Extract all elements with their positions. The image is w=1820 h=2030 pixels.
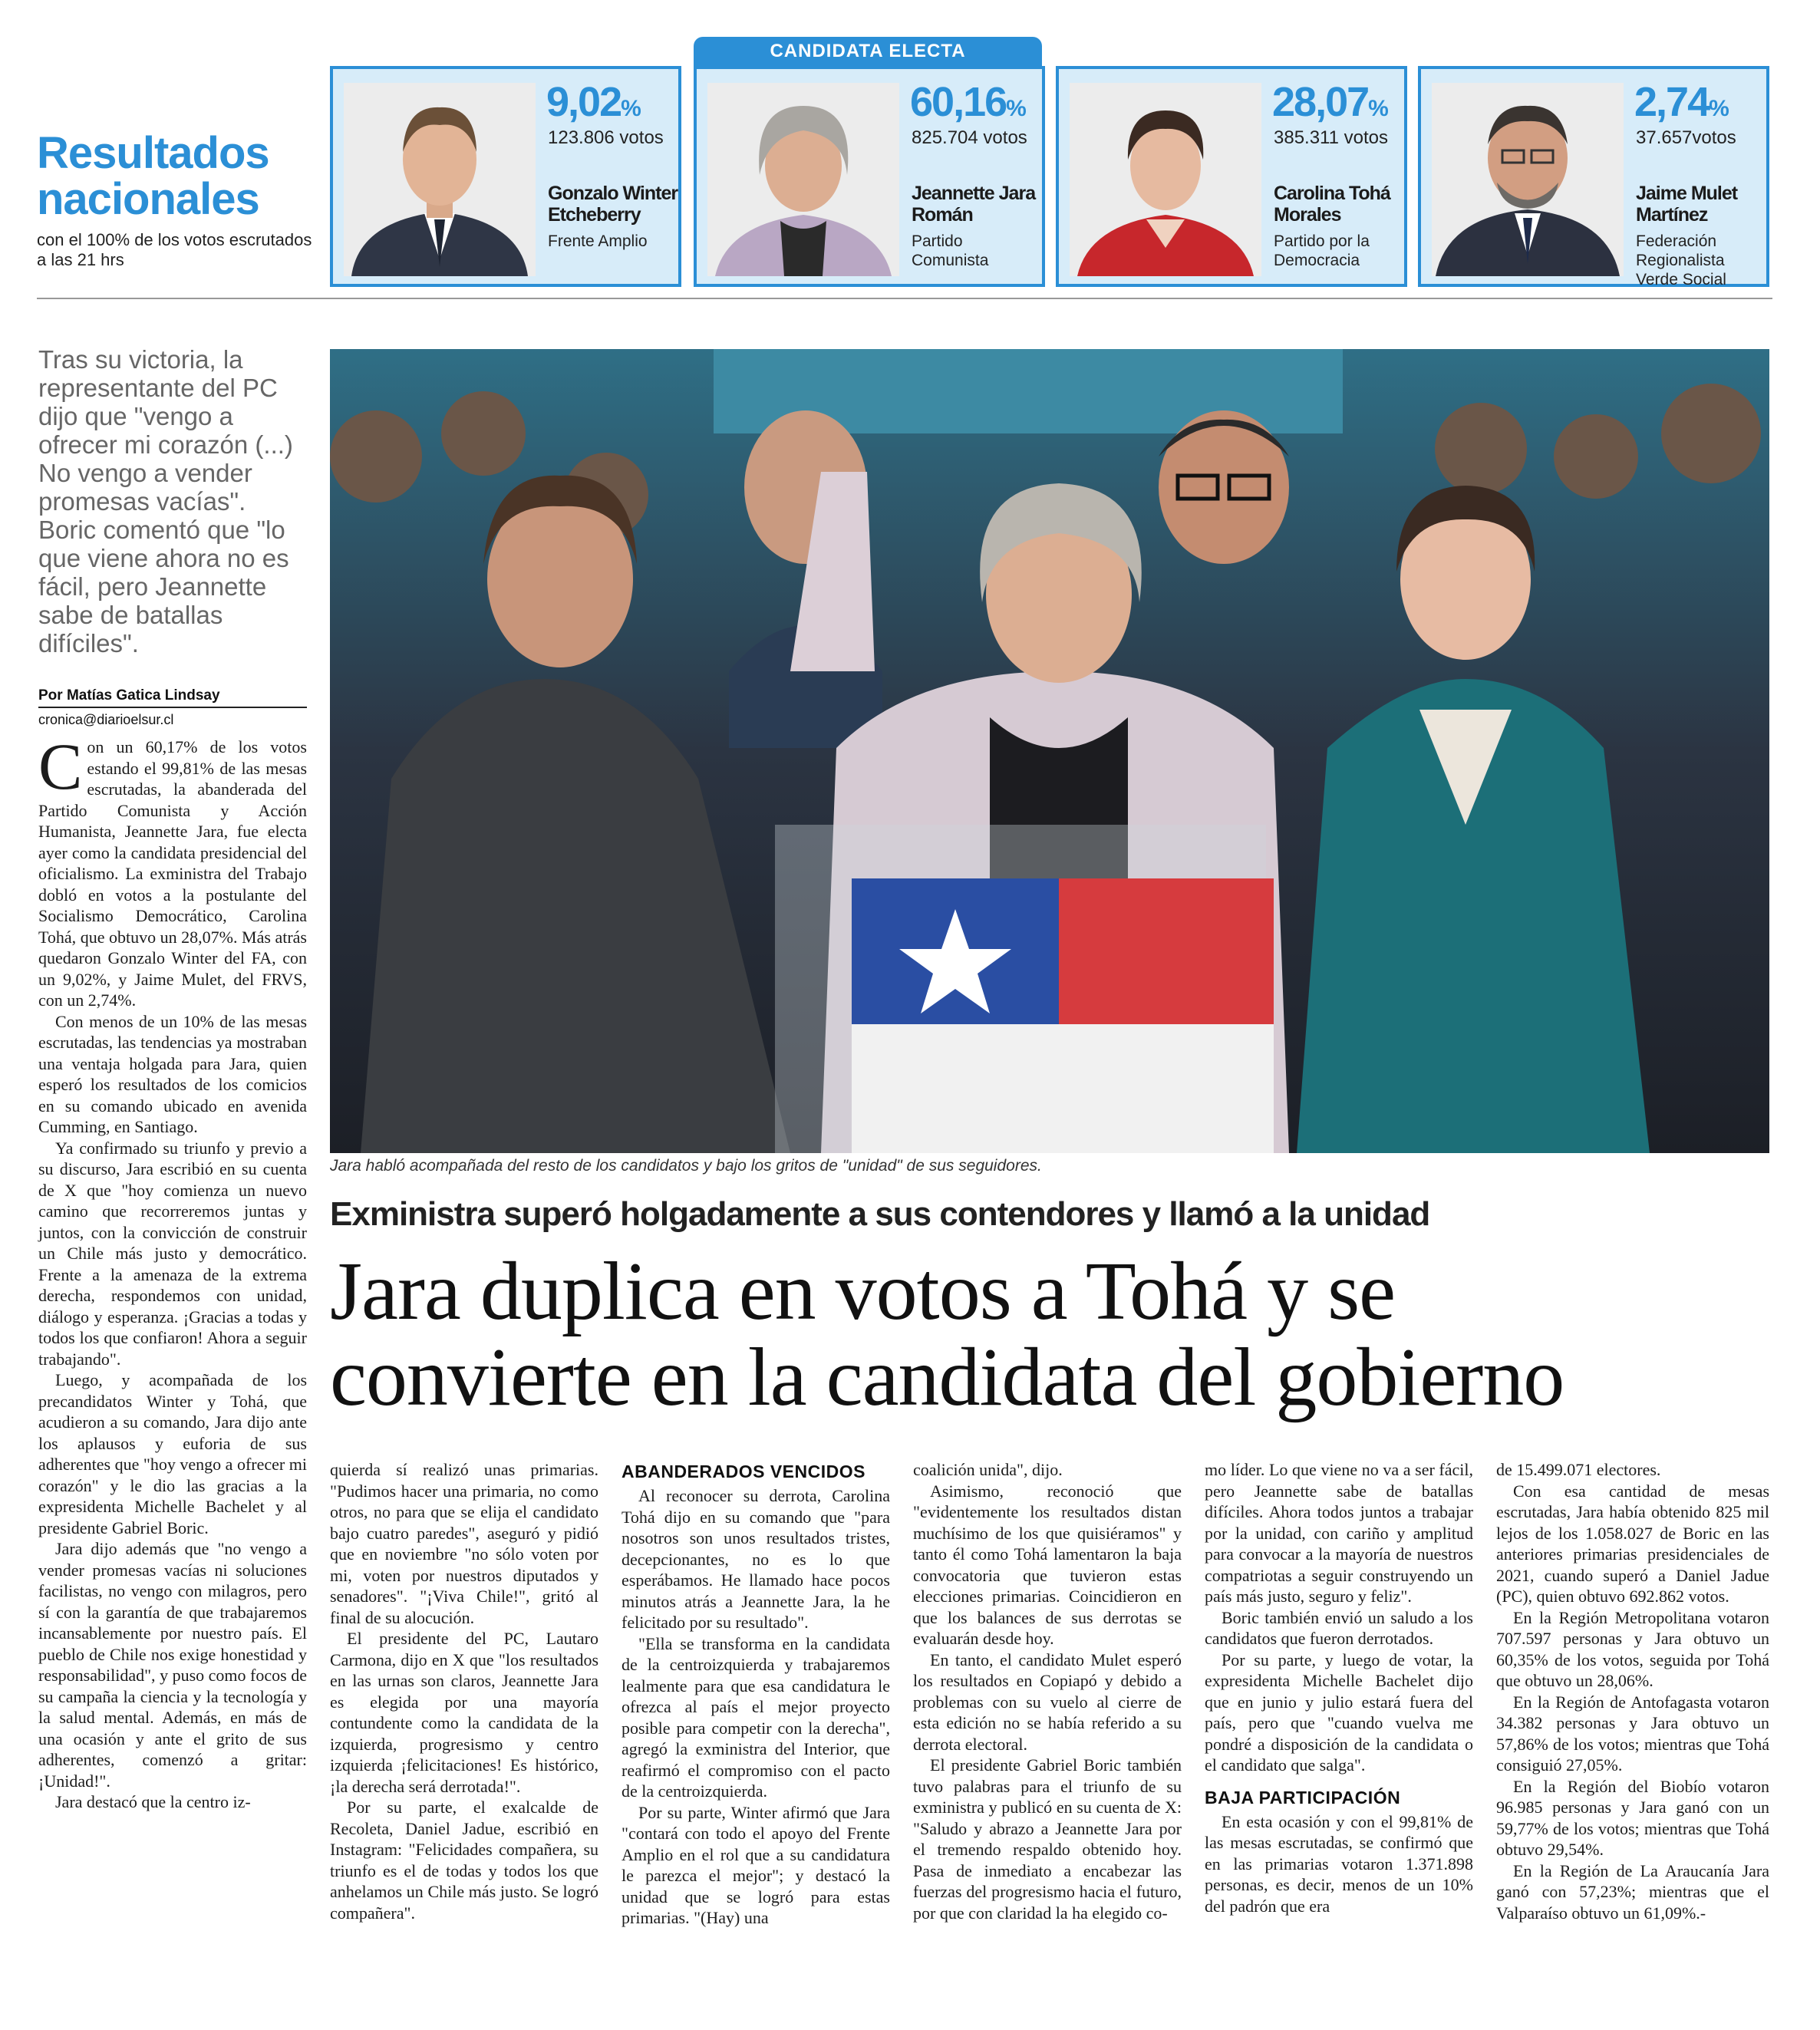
section-heading: BAJA PARTICIPACIÓN <box>1205 1787 1401 1808</box>
paragraph: Con menos de un 10% de las mesas escrutadas, las tendencias ya mostraban una ventaja holgada para Jara, quien esperó los resultados de los comicios en su comando ubicado en avenida Cumming, en Santiago. <box>38 1011 307 1136</box>
candidate-votes: 123.806 votos <box>548 127 664 148</box>
candidate-card-winter <box>330 66 681 287</box>
photo-caption: Jara habló acompañada del resto de los candidatos y bajo los gritos de "unidad" de sus seguidores. <box>330 1157 1042 1175</box>
article-byline: Por Matías Gatica Lindsay <box>38 687 307 708</box>
candidate-party: Partido Comunista <box>912 232 989 269</box>
paragraph: Asimismo, reconoció que "evidentemente los resultados distan muchísimo de los que quisiéramos" y tanto él como Tohá lamentaron la baja convocatoria que tuvieron estas elecciones primarias. Coincidieron en que los balances de sus derrotas se evaluarán desde hoy. <box>913 1481 1182 1648</box>
article-column-1 <box>38 730 307 1813</box>
paragraph: En la Región del Biobío votaron 96.985 personas y Jara ganó con un 59,77% de los votos; mientras que Tohá obtuvo 29,54%. <box>1496 1776 1769 1859</box>
author-email: cronica@diarioelsur.cl <box>38 712 174 727</box>
candidate-percentage: 60,16% <box>910 79 1027 125</box>
paragraph: En tanto, el candidato Mulet esperó los resultados en Copiapó y debido a problemas con su vuelo al cierre de esta edición no se había referido a su derrota electoral. <box>913 1649 1182 1754</box>
paragraph: Luego, y acompañada de los precandidatos Winter y Tohá, que acudieron a su comando, Jara dijo ante los aplausos y euforia de sus adherentes que "hoy vengo a ofrecer mi corazón" y le dio las gracias a la expresidenta Michelle Bachelet y al presidente Gabriel Boric. <box>38 1370 307 1537</box>
candidate-name: Jaime Mulet Martínez <box>1636 183 1738 226</box>
article-column-3 <box>622 1459 890 1929</box>
paragraph: En la Región Metropolitana votaron 707.597 personas y Jara obtuvo un 60,35% de los votos, seguida por Tohá que obtuvo un 28,06%. <box>1496 1607 1769 1690</box>
article-headline <box>330 1246 1788 1423</box>
article-lead: Tras su victoria, la representante del PC dijo que "vengo a ofrecer mi corazón (...) No vengo a vender promesas vacías". Boric comentó que "lo que viene ahora no es fácil, pero Jeannette sabe de batallas difíciles". <box>38 345 293 657</box>
candidate-party: Frente Amplio <box>548 232 648 250</box>
candidate-votes: 385.311 votos <box>1274 127 1389 148</box>
candidate-percentage: 28,07% <box>1272 79 1389 125</box>
paragraph: Por su parte, y luego de votar, la expresidenta Michelle Bachelet dijo que en junio y julio estará fuera del país, pero que "cuando vuelva me pondré a disposición de la candidata o el candidato que salga". <box>1205 1649 1473 1775</box>
headline-line2: convierte en la candidata del gobierno <box>330 1332 1564 1423</box>
paragraph: Por su parte, el exalcalde de Recoleta, Daniel Jadue, escribió en Instagram: "Felicidades compañera, su triunfo es el de todas y todos los que anhelamos un Chile más justo. Se logró compañera". <box>330 1798 598 1923</box>
header-divider <box>37 298 1772 299</box>
results-title <box>37 130 313 222</box>
results-title-line1: Resultados <box>37 128 269 178</box>
paragraph: En la Región de Antofagasta votaron 34.382 personas y Jara obtuvo un 57,86% de los votos; mientras que Tohá consiguió 27,05%. <box>1496 1692 1769 1775</box>
candidate-photo-mulet <box>1432 83 1624 276</box>
article-kicker: Exministra superó holgadamente a sus contendores y llamó a la unidad <box>330 1195 1430 1233</box>
candidate-votes: 37.657votos <box>1636 127 1736 148</box>
candidate-party: Federación Regionalista Verde Social <box>1636 232 1726 288</box>
paragraph: Ya confirmado su triunfo y previo a su discurso, Jara escribió en su cuenta de X que "hoy comienza un nuevo camino que recorreremos juntas y juntos, con la convicción de construir un Chile más justo y democrático. Frente a la amenaza de la extrema derecha, respondemos con unidad, diálogo y esperanza. ¡Gracias a todas y todos los que confiaron! Ahora a seguir trabajando". <box>38 1138 307 1369</box>
paragraph: Jara destacó que la centro iz- <box>55 1792 251 1811</box>
candidate-card-mulet <box>1418 66 1769 287</box>
section-heading: ABANDERADOS VENCIDOS <box>622 1462 865 1481</box>
paragraph: En esta ocasión y con el 99,81% de las mesas escrutadas, se confirmó que en las primarias votaron 1.371.898 personas, es decir, menos de un 10% del padrón que era <box>1205 1811 1473 1916</box>
main-photo <box>330 349 1769 1153</box>
paragraph: Jara dijo además que "no vengo a vender promesas vacías ni soluciones facilistas, no vengo con milagros, pero sí con la garantía de que trabajaremos incansablemente por nuestro país. El pueblo de Chile nos exige honestidad y responsabilidad", y puso como focos de su campaña la ciencia y la tecnología y la salud mental. Además, en más de una ocasión y ante el grito de sus adherentes, comenzó a gritar: ¡Unidad!". <box>38 1539 307 1791</box>
results-title-line2: nacionales <box>37 174 259 224</box>
candidate-photo-toha <box>1070 83 1261 276</box>
paragraph: En la Región de La Araucanía Jara ganó con 57,23%; mientras que el Valparaíso obtuvo un 61,09%.- <box>1496 1860 1769 1923</box>
candidate-name: Jeannette Jara Román <box>912 183 1036 226</box>
candidate-percentage: 9,02% <box>546 79 641 125</box>
paragraph: El presidente del PC, Lautaro Carmona, dijo en X que "los resultados en las urnas son claros, Jeannette Jara es elegida por una mayoría contundente como la candidata de la izquierda, progresismo y centro izquierda ¡felicitaciones! Es histórico, ¡la derecha será derrotada!". <box>330 1629 598 1796</box>
paragraph: El presidente Gabriel Boric también tuvo palabras para el triunfo de su exministra y publicó en su cuenta de X: "Saludo y abrazo a Jeannette Jara por el tremendo respaldo obtenido hoy. Pasa de inmediato a encabezar las fuerzas del progresismo hacia el futuro, por que con claridad la ha elegido co- <box>913 1755 1182 1923</box>
elected-candidate-tab: CANDIDATA ELECTA <box>694 37 1042 66</box>
paragraph: Boric también envió un saludo a los candidatos que fueron derrotados. <box>1205 1607 1473 1648</box>
candidate-photo-winter <box>344 83 536 276</box>
article-column-6 <box>1496 1459 1769 1923</box>
article-column-2 <box>330 1459 598 1923</box>
candidate-photo-jara <box>707 83 899 276</box>
candidate-card-toha <box>1056 66 1407 287</box>
candidate-votes: 825.704 votos <box>912 127 1027 148</box>
drop-cap: C <box>38 730 83 803</box>
headline-line1: Jara duplica en votos a Tohá y se <box>330 1246 1396 1337</box>
paragraph: coalición unida", dijo. <box>913 1460 1063 1479</box>
paragraph: de 15.499.071 electores. <box>1496 1460 1661 1479</box>
paragraph: quierda sí realizó unas primarias. "Pudimos hacer una primaria, no como otros, no para que se elija el candidato bajo cuatro paredes", aseguró y pidió que en noviembre "no sólo voten por mi, voten por nuestros diputados y senadores". "¡Viva Chile!", gritó al final de su alocución. <box>330 1460 598 1627</box>
candidate-name: Carolina Tohá Morales <box>1274 183 1390 226</box>
candidate-name: Gonzalo Winter Etcheberry <box>548 183 678 226</box>
results-subtitle: con el 100% de los votos escrutados a las 21 hrs <box>37 230 312 269</box>
article-column-4 <box>913 1459 1182 1923</box>
paragraph: mo líder. Lo que viene no va a ser fácil, pero Jeannette sabe de batallas difíciles. Ahora todos juntos a trabajar por la unidad, con cariño y amplitud para convocar a la mayoría de nuestros compatriotas a seguir construyendo un país más justo, seguro y feliz". <box>1205 1460 1473 1606</box>
paragraph: Al reconocer su derrota, Carolina Tohá dijo en su comando que "para nosotros son unos resultados tristes, decepcionantes, no es lo que esperábamos. He llamado hace pocos minutos atrás a Jeannette Jara, la he felicitado por su resultado". <box>622 1486 890 1632</box>
candidate-party: Partido por la Democracia <box>1274 232 1370 269</box>
paragraph: Por su parte, Winter afirmó que Jara "contará con todo el apoyo del Frente Amplio en el rol que a su candidatura le parezca el mejor"; y destacó la unidad que se logró para estas primarias. "(Hay) una <box>622 1802 890 1927</box>
candidate-percentage: 2,74% <box>1634 79 1729 125</box>
paragraph: "Ella se transforma en la candidata de la centroizquierda y trabajaremos lealmente para que esa candidatura le ofrezca al país el mejor proyecto posible para competir con la derecha", agregó la exministra del Interior, que reafirmó el compromiso con el pacto de la centroizquierda. <box>622 1633 890 1801</box>
paragraph: Con un 60,17% de los votos estando el 99,81% de las mesas escrutadas, la abanderada del Partido Comunista y Acción Humanista, Jeannette Jara, fue electa ayer como la candidata presidencial del oficialismo. La exministra del Trabajo dobló en votos a la postulante del Socialismo Democrático, Carolina Tohá, que obtuvo un 28,07%. Más atrás quedaron Gonzalo Winter del FA, con un 9,02%, y Jaime Mulet, del FRVS, con un 2,74%. <box>38 730 307 1010</box>
article-column-5 <box>1205 1459 1473 1916</box>
candidate-card-jara <box>694 66 1045 287</box>
paragraph: Con esa cantidad de mesas escrutadas, Jara había obtenido 825 mil lejos de los 1.058.027 de Boric en las anteriores primarias presidenciales de 2021, cuando superó a Daniel Jadue (PC), quien obtuvo 692.862 votos. <box>1496 1481 1769 1606</box>
